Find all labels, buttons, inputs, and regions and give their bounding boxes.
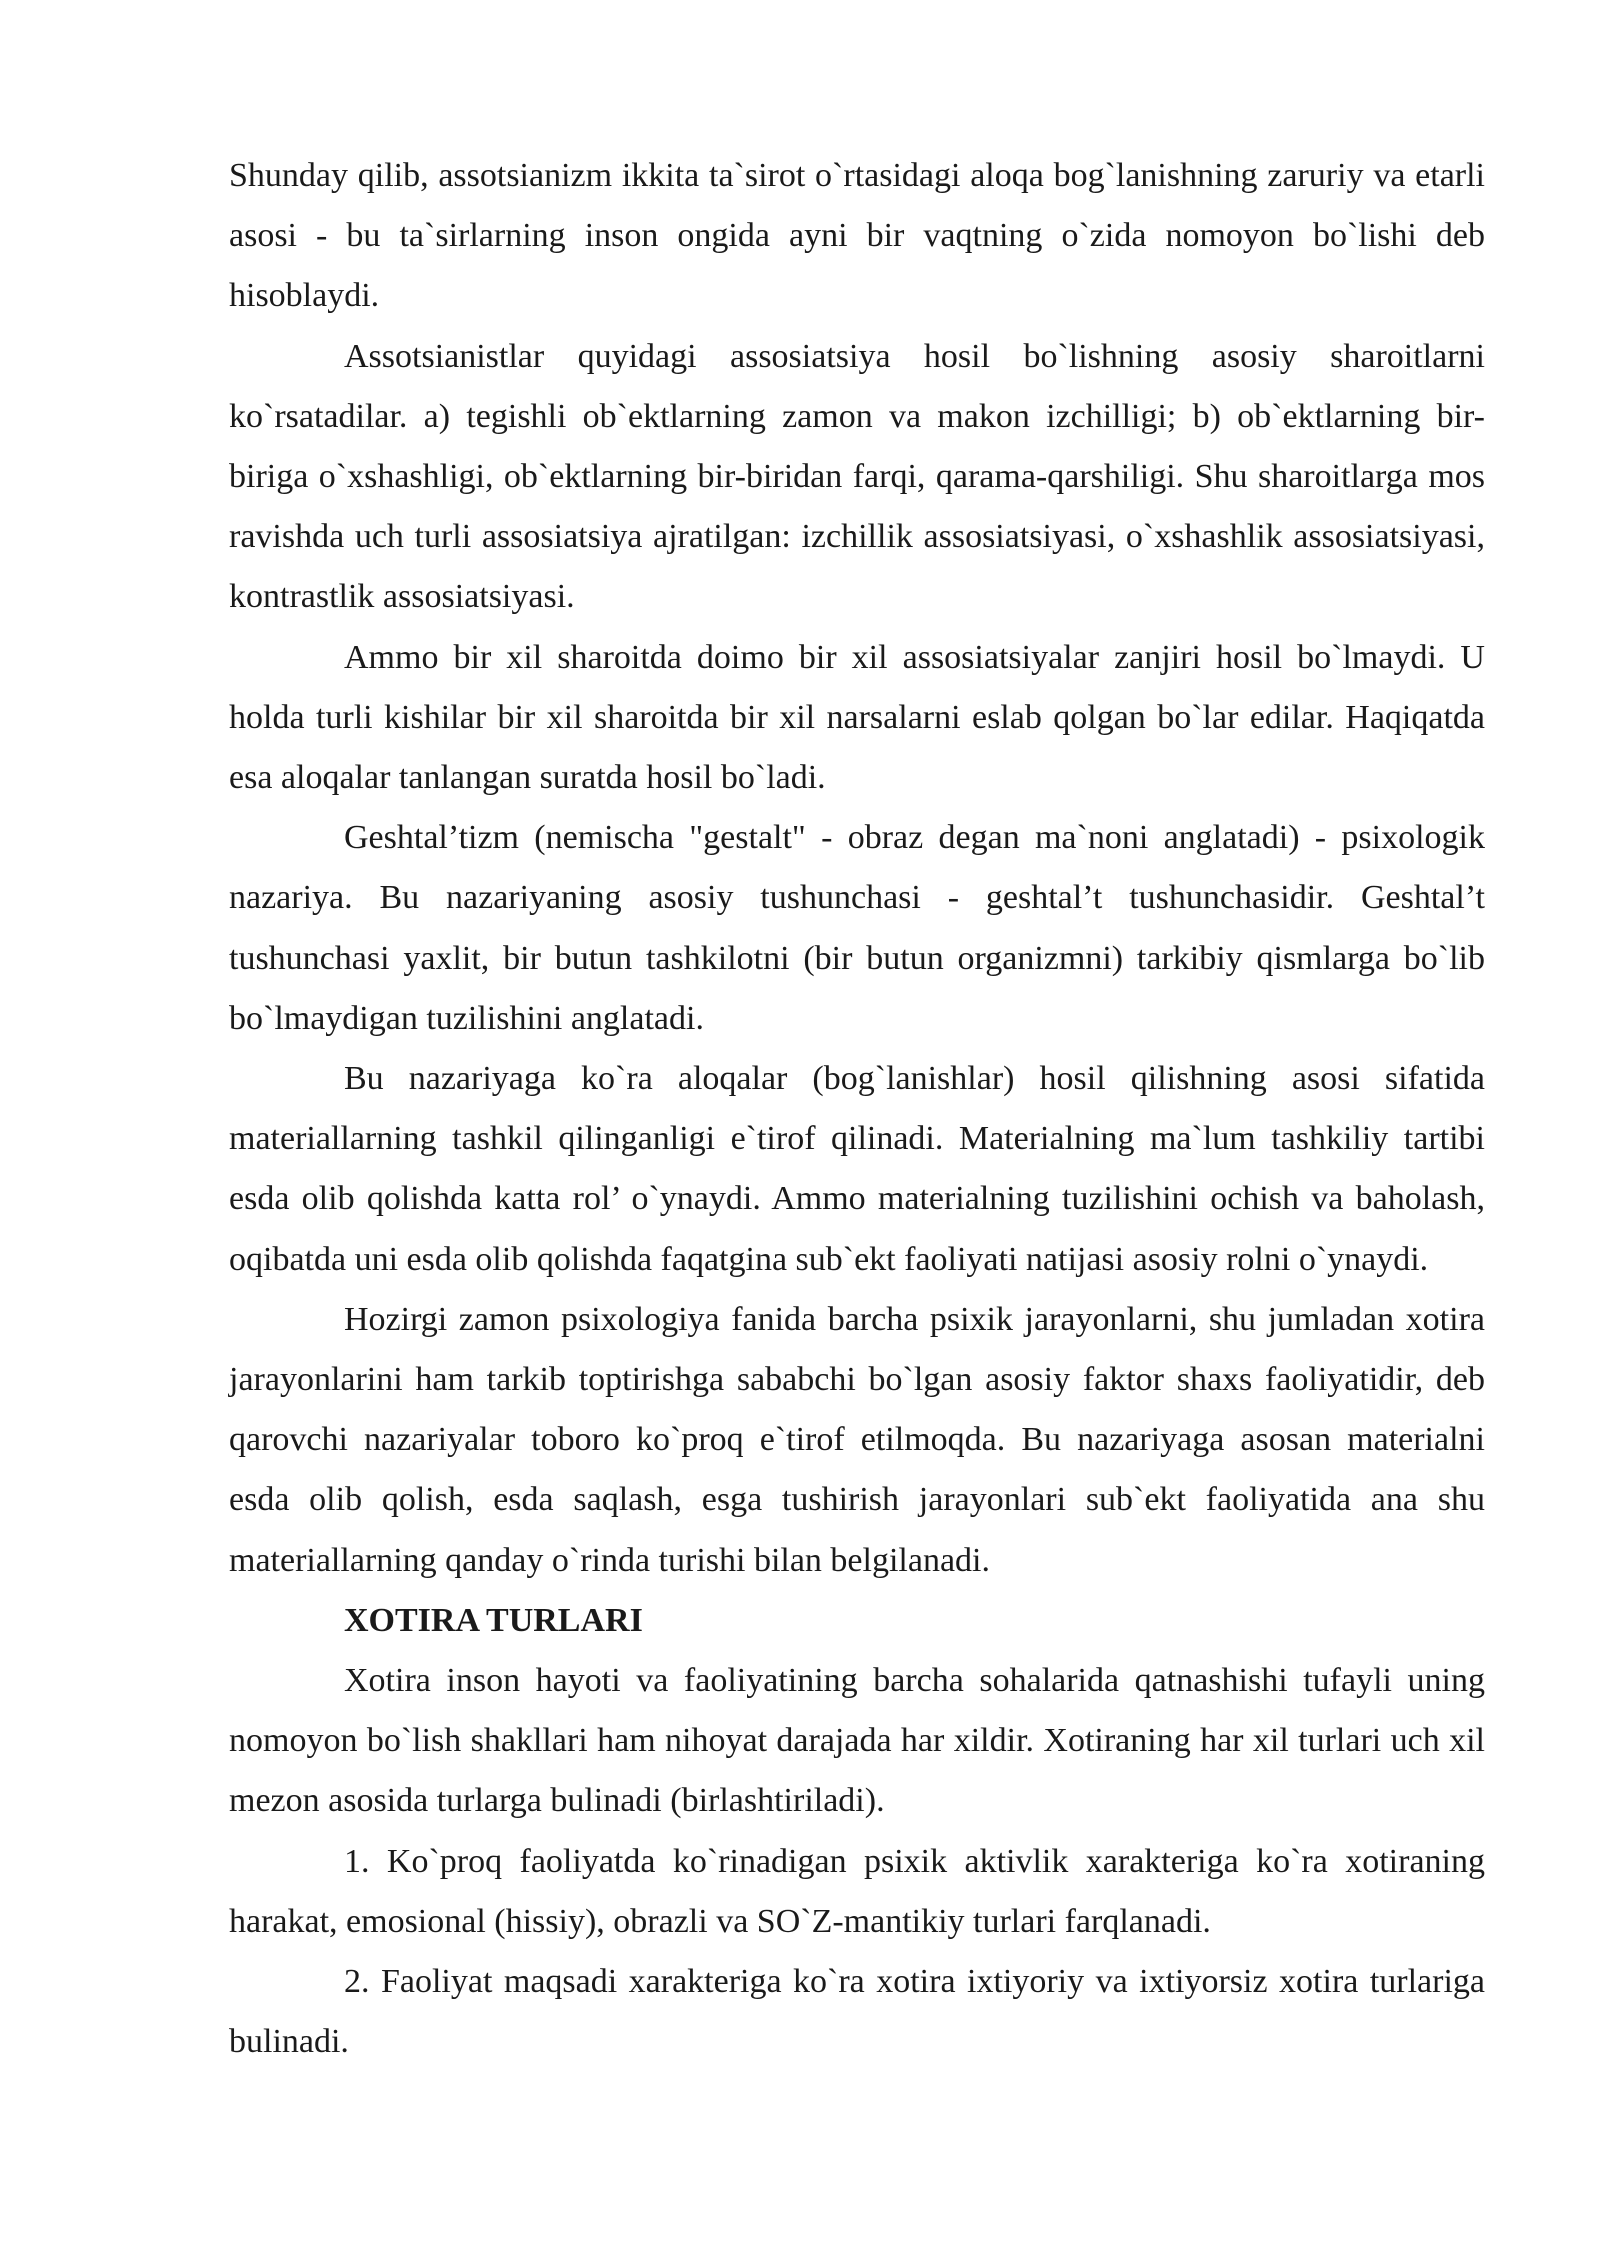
section-heading: XOTIRA TURLARI (344, 1601, 643, 1639)
paragraph-assotsianizm-conclusion: Shunday qilib, assotsianizm ikkita ta`sirot o`rtasidagi aloqa bog`lanishning zaruriy va etarli asosi - bu ta`sirlarning inson ongida ayni bir vaqtning o`zida nomoyon bo`lishi deb hisoblaydi. (229, 157, 1485, 315)
paragraph-association-chains: Ammo bir xil sharoitda doimo bir xil assosiatsiyalar zanjiri hosil bo`lmaydi. U holda turli kishilar bir xil sharoitda bir xil narsalarni eslab qolgan bo`lar edilar. Haqiqatda esa aloqalar tanlangan suratda hosil bo`ladi. (229, 638, 1485, 797)
document-body (229, 146, 1485, 2073)
paragraph-memory-forms: Xotira inson hayoti va faoliyatining barcha sohalarida qatnashishi tufayli uning nomoyon bo`lish shakllari ham nihoyat darajada har xildir. Xotiraning har xil turlari uch xil mezon asosida turlarga bulinadi (birlashtiriladi). (229, 1662, 1485, 1820)
paragraph-geshtaltizm: Geshtal’tizm (nemischa "gestalt" - obraz degan ma`noni anglatadi) - psixologik nazariya. Bu nazariyaning asosiy tushunchasi - geshtal’t tushunchasidir. Geshtal’t tushunchasi yaxlit, bir butun tashkilotni (bir butun organizmni) tarkibiy qismlarga bo`lib bo`lmaydigan tuzilishini anglatadi. (229, 819, 1485, 1037)
paragraph-activity-theory: Hozirgi zamon psixologiya fanida barcha psixik jarayonlarni, shu jumladan xotira jarayonlarini ham tarkib toptirishga sababchi bo`lgan asosiy faktor shaxs faoliyatidir, deb qarovchi nazariyalar toboro ko`proq e`tirof etilmoqda. Bu nazariyaga asosan materialni esda olib qolish, esda saqlash, esga tushirish jarayonlari sub`ekt faoliyatida ana shu materiallarning qanday o`rinda turishi bilan belgilanadi. (229, 1300, 1485, 1579)
paragraph-material-organization: Bu nazariyaga ko`ra aloqalar (bog`lanishlar) hosil qilishning asosi sifatida materiallarning tashkil qilinganligi e`tirof qilinadi. Materialning ma`lum tashkiliy tartibi esda olib qolishda katta rol’ o`ynaydi. Ammo materialning tuzilishini ochish va baholash, oqibatda uni esda olib qolishda faqatgina sub`ekt faoliyati natijasi asosiy rolni o`ynaydi. (229, 1060, 1485, 1278)
paragraph-association-conditions: Assotsianistlar quyidagi assosiatsiya hosil bo`lishning asosiy sharoitlarni ko`rsatadilar. a) tegishli ob`ektlarning zamon va makon izchilligi; b) ob`ektlarning bir-biriga o`xshashligi, ob`ektlarning bir-biridan farqi, qarama-qarshiligi. Shu sharoitlarga mos ravishda uch turli assosiatsiya ajratilgan: izchillik assosiatsiyasi, o`xshashlik assosiatsiyasi, kontrastlik assosiatsiyasi. (229, 337, 1485, 616)
list-item-criterion-1: 1. Ko`proq faoliyatda ko`rinadigan psixik aktivlik xarakteriga ko`ra xotiraning harakat, emosional (hissiy), obrazli va SO`Z-mantikiy turlari farqlanadi. (229, 1842, 1485, 1940)
list-item-criterion-2: 2. Faoliyat maqsadi xarakteriga ko`ra xotira ixtiyoriy va ixtiyorsiz xotira turlariga bulinadi. (229, 1963, 1485, 2061)
